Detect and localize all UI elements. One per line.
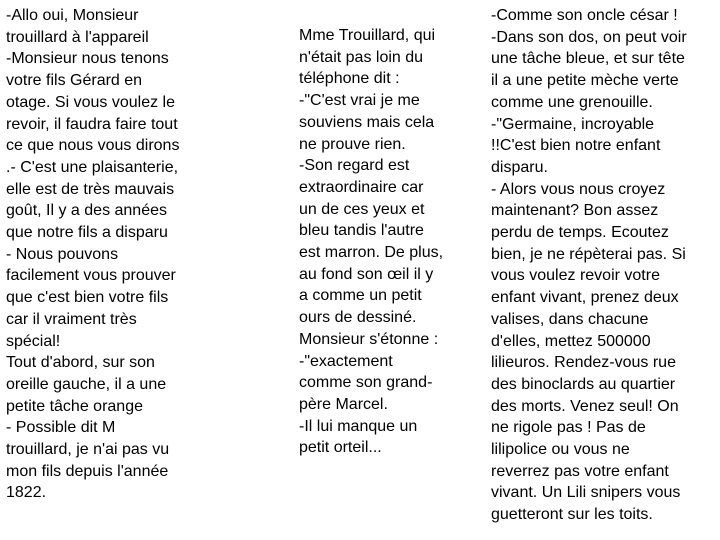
text-column-left: -Allo oui, Monsieur trouillard à l'appareil -Monsieur nous tenons votre fils Gérard en otage. Si vous voulez le revoir, il faudra faire tout ce que nous vous dirons .- C'est une plaisanterie, elle est de très mauvais goût, Il y a des années que notre fils a disparu - Nous pouvons facilement vous prouver que c'est bien votre fils car il vraiment très spécial! Tout d'abord, sur son oreille gauche, il a une petite tâche orange - Possible dit M trouillard, je n'ai pas vu mon fils depuis l'année 1822. bbox=[6, 7, 180, 502]
text-column-right: -Comme son oncle césar ! -Dans son dos, on peut voir une tâche bleue, et sur tête il a une petite mèche verte comme une grenouille. -"Germaine, incroyable !!C'est bien notre enfant disparu. - Alors vous nous croyez maintenant? Bon assez perdu de temps. Ecoutez bien, je ne répèterai pas. Si vous voulez revoir votre enfant vivant, prenez deux valises, dans chacune d'elles, mettez 500000 lilieuros. Rendez-vous rue des binoclards au quartier des morts. Venez seul! On ne rigole pas ! Pas de lilipolice ou vous ne reverrez pas votre enfant vivant. Un Lili snipers vous guetteront sur les toits. bbox=[491, 7, 687, 524]
text-column-middle: Mme Trouillard, qui n'était pas loin du téléphone dit : -"C'est vrai je me souviens mais cela ne prouve rien. -Son regard est extraordinaire car un de ces yeux et bleu tandis l'autre est marron. De plus, au fond son œil il y a comme un petit ours de dessiné. Monsieur s'étonne : -"exactement comme son grand- père Marcel. -Il lui manque un petit orteil... bbox=[299, 27, 444, 457]
